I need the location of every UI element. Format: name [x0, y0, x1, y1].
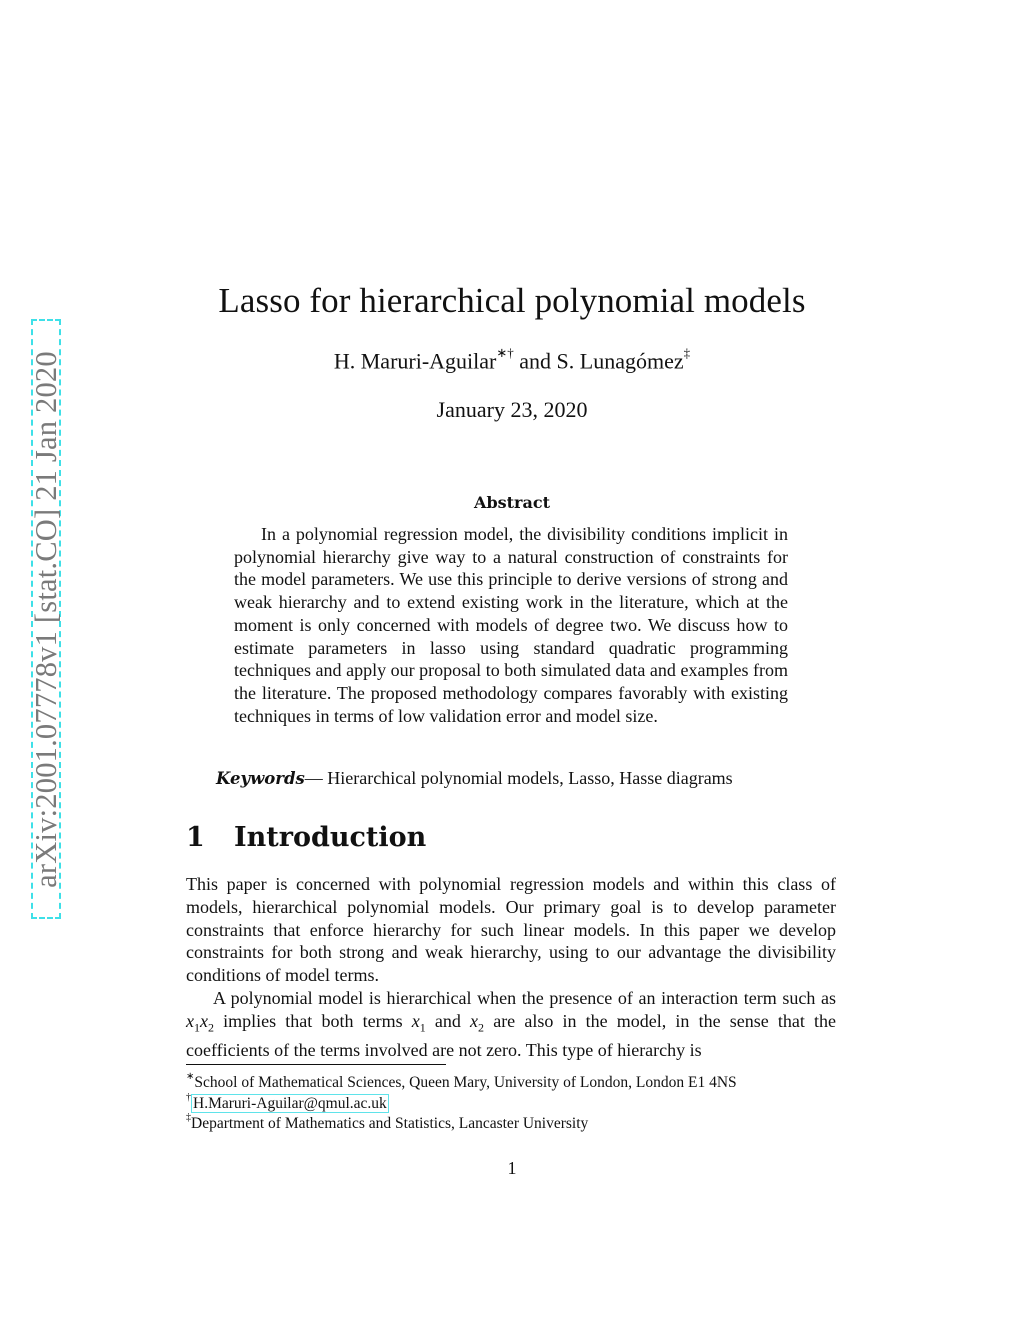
para2-part4: are also in the model, in the sense that the coefficients of the terms involved are not zero. This type of hierarchy is: [186, 1010, 836, 1061]
author-connector: and: [513, 348, 557, 374]
paper-title: Lasso for hierarchical polynomial models: [218, 281, 806, 320]
keywords-line: [216, 768, 733, 789]
footnote-2-mark: †: [186, 1092, 191, 1103]
intro-paragraph-2: [186, 987, 836, 1062]
footnote-3-text: Department of Mathematics and Statistics, Lancaster University: [191, 1115, 589, 1133]
author-2: S. Lunagómez: [556, 348, 684, 374]
intro-paragraph-1: This paper is concerned with polynomial regression models and within this class of models, hierarchical polynomial models. Our primary goal is to develop parameter constraints that enforce hierarchy for such linear models. In this paper we develop constraints for both strong and weak hierarchy, using to our advantage the divisibility conditions of model terms.: [186, 874, 836, 986]
keywords-dash: —: [304, 768, 328, 788]
page-number: 1: [507, 1158, 517, 1178]
author-1-footnote-marks[interactable]: ∗†: [496, 345, 514, 360]
para2-part3: and: [425, 1010, 471, 1031]
abstract-text: In a polynomial regression model, the divisibility conditions implicit in polynomial hierarchy give way to a natural construction of constraints for the model parameters. We use this principle to derive versions of strong and weak hierarchy and to extend existing work in the literature, which at the moment is only concerned with models of degree two. We discuss how to estimate parameters in lasso using standard quadratic programming techniques and apply our proposal to both simulated data and examples from the literature. The proposed methodology compares favorably with existing techniques in terms of low validation error and model size.: [234, 524, 788, 726]
author-email-link[interactable]: H.Maruri-Aguilar@qmul.ac.uk: [193, 1095, 387, 1113]
section-title: Introduction: [234, 822, 427, 853]
footnote-divider: [186, 1064, 446, 1065]
footnote-1-text: School of Mathematical Sciences, Queen Mary, University of London, London E1 4NS: [194, 1074, 737, 1092]
para2-part1: A polynomial model is hierarchical when the presence of an interaction term such as: [213, 988, 836, 1008]
footnote-1-mark: ∗: [186, 1071, 195, 1082]
author-2-footnote-mark[interactable]: ‡: [683, 345, 691, 360]
section-heading: [186, 822, 426, 853]
math-x2: $x_2$: [470, 1010, 485, 1035]
para2-part2: implies that both terms: [214, 1010, 412, 1031]
paper-date: January 23, 2020: [436, 397, 588, 422]
math-x1x2: $x_1x_2$: [186, 1010, 214, 1035]
footnote-3: [186, 1110, 846, 1134]
keywords-text: Hierarchical polynomial models, Lasso, Hasse diagrams: [327, 768, 733, 788]
math-x1: $x_1$: [411, 1010, 426, 1035]
footnote-3-mark: ‡: [186, 1112, 191, 1123]
abstract-heading: Abstract: [474, 493, 550, 512]
arxiv-stamp-text: arXiv:2001.07778v1 [stat.CO] 21 Jan 2020: [28, 350, 63, 888]
keywords-label: Keywords: [216, 769, 305, 788]
author-1: H. Maruri-Aguilar: [333, 348, 497, 374]
section-number: 1: [186, 822, 205, 853]
author-line: [0, 345, 1024, 374]
